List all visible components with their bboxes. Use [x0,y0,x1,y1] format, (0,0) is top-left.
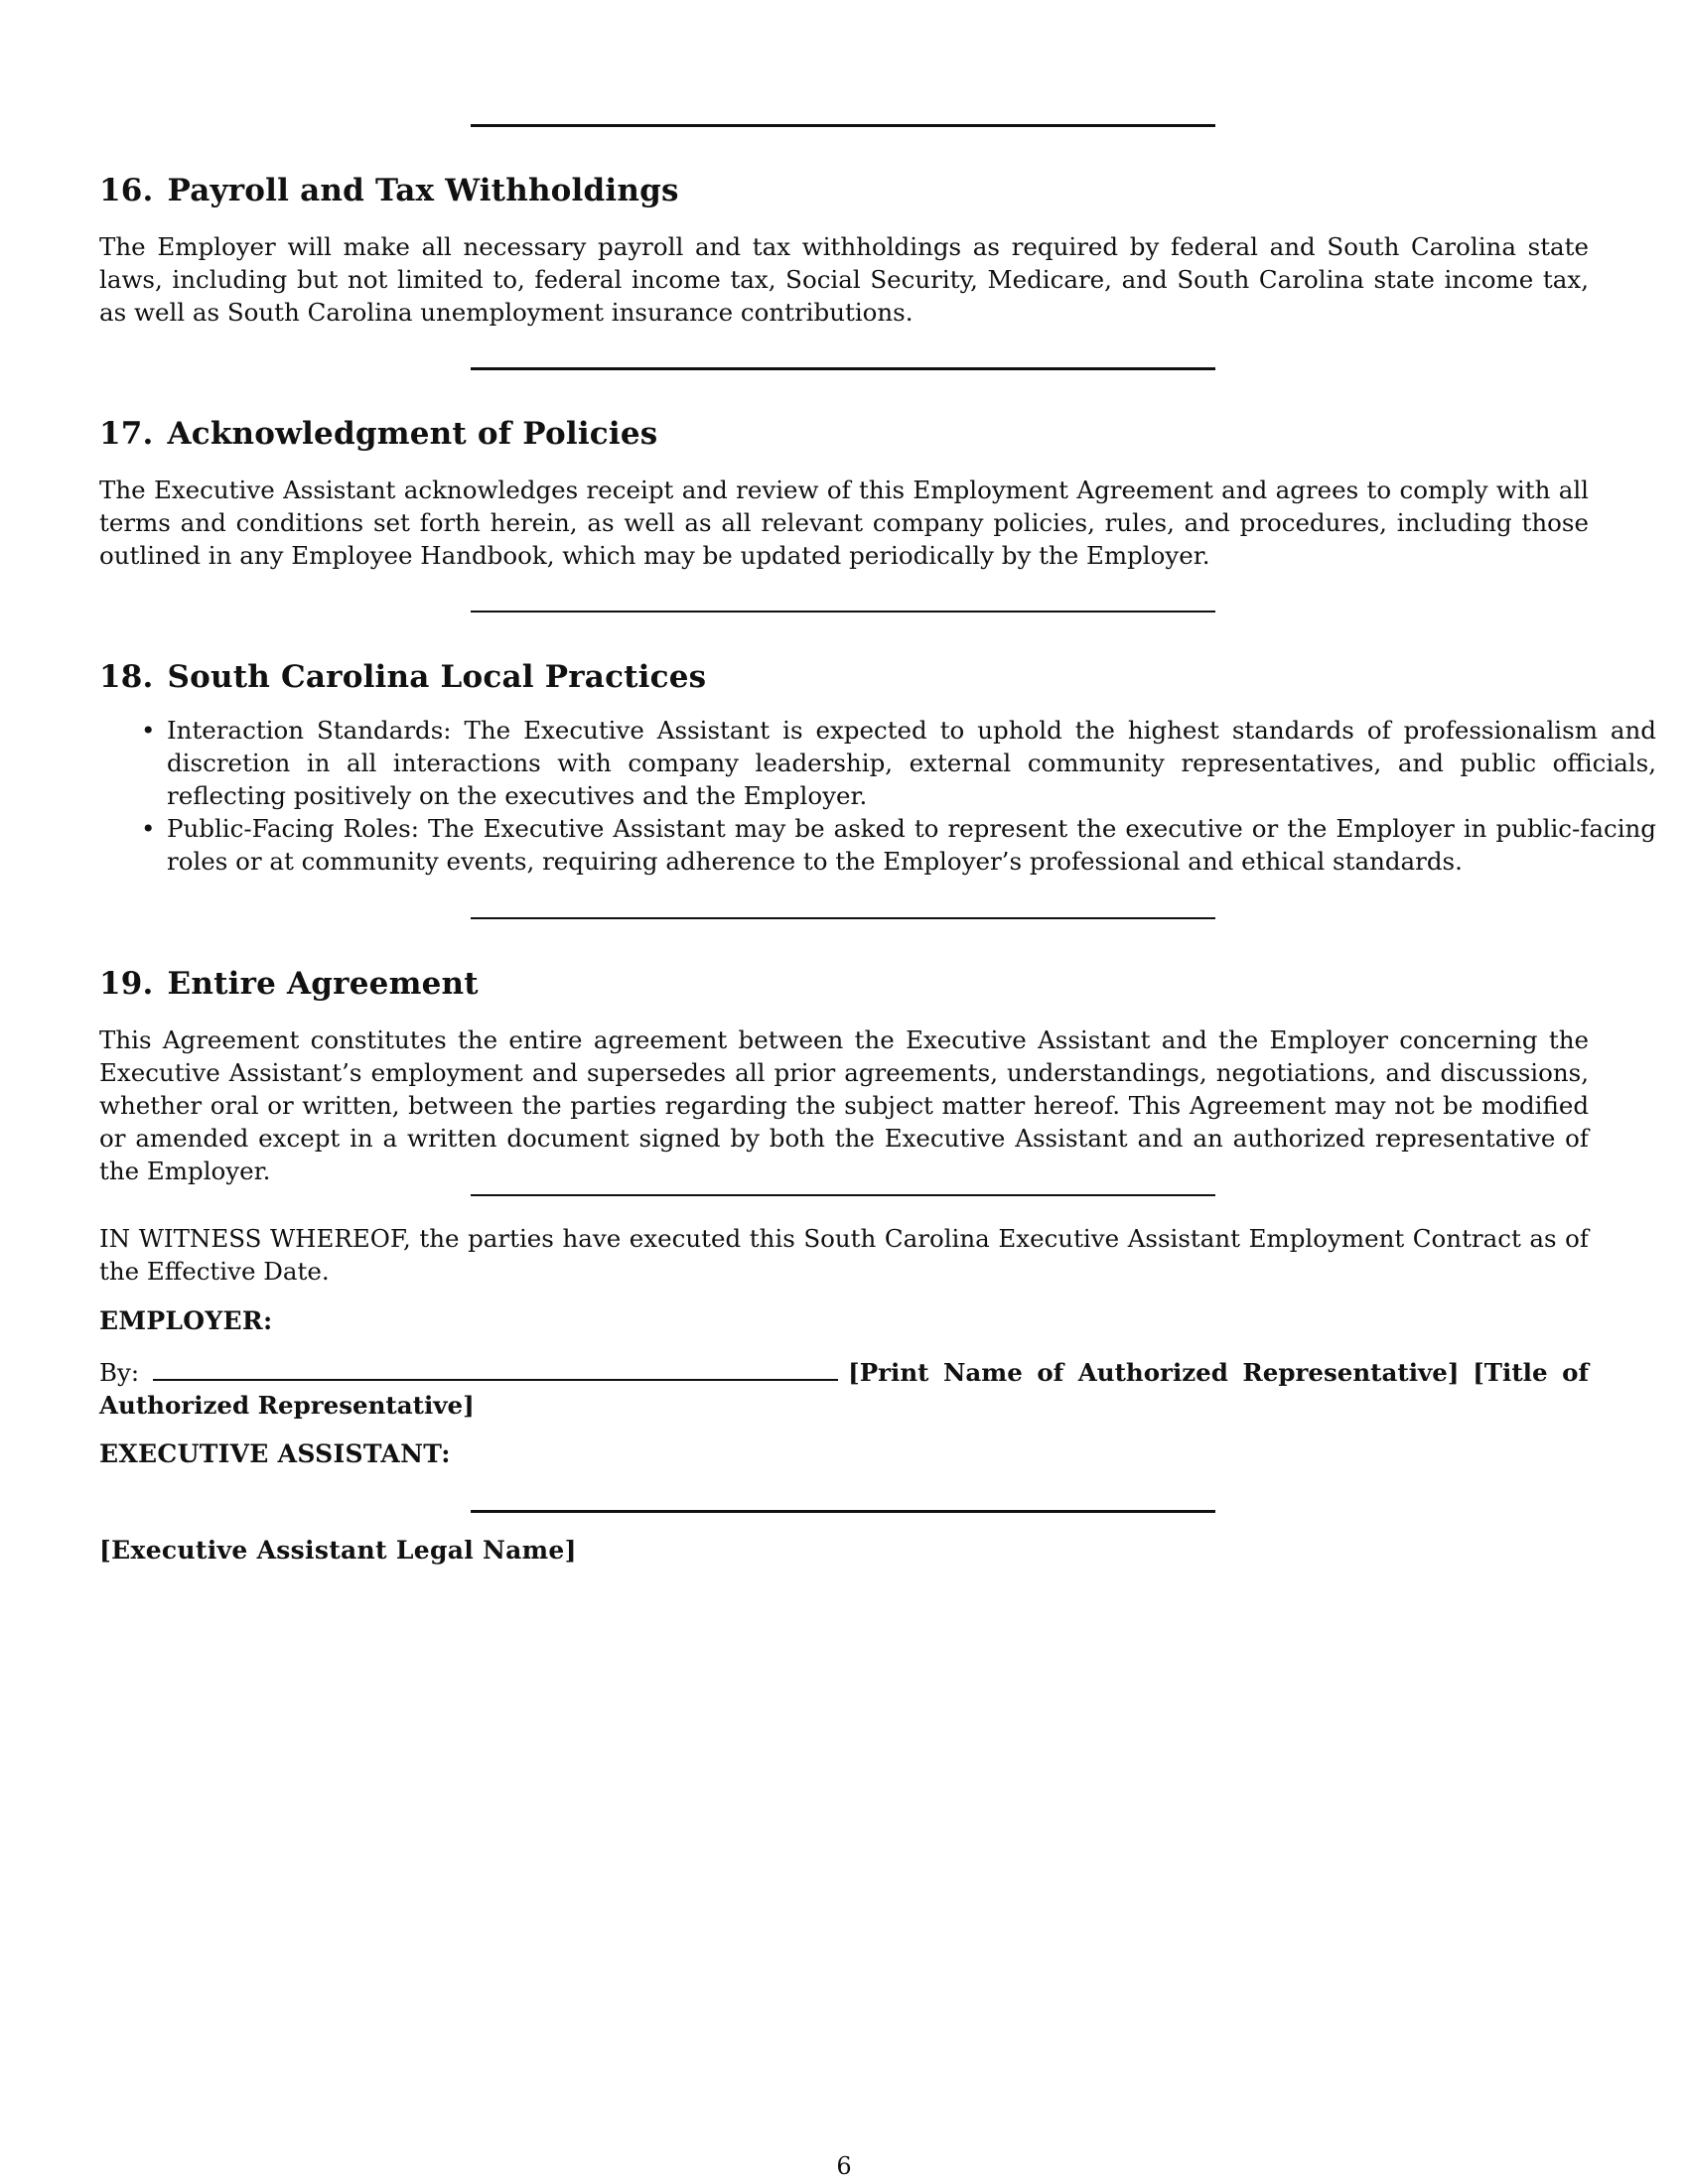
title-placeholder: [Title of Authorized Representative] [99,1358,1589,1420]
section-body-16: The Employer will make all necessary payroll and tax withholdings as required by federal and South Carolina state laws, including but not limited to, federal income tax, Social Security, Medicare, and South Carolina state income tax, as well as South Carolina unemployment insurance contributions. [99,232,1589,327]
employer-label: EMPLOYER: [99,1306,273,1335]
section-heading-19 [99,966,479,1002]
executive-legal-name-placeholder: [Executive Assistant Legal Name] [99,1536,577,1565]
section-divider [471,367,1215,370]
section-body-17: The Executive Assistant acknowledges receipt and review of this Employment Agreement and agrees to comply with all terms and conditions set forth herein, as well as all relevant company policies, rules, and procedures, including those outlined in any Employee Handbook, which may be updated periodically by the Employer. [99,476,1589,570]
section-divider [471,611,1215,613]
section-divider [471,1194,1215,1196]
witness-clause: IN WITNESS WHEREOF, the parties have executed this South Carolina Executive Assistant Employment Contract as of the Effective Date. [99,1224,1589,1286]
section-heading-16 [99,173,679,208]
section-title: Entire Agreement [167,966,479,1002]
section-heading-17 [99,416,657,452]
bullet-list [99,714,1656,878]
by-label: By: [99,1358,140,1387]
section-divider [471,917,1215,919]
section-number: 16. [99,173,154,208]
employer-signature-block [99,1356,1589,1422]
section-number: 18. [99,659,154,695]
list-item: • Interaction Standards: The Executive Assistant is expected to uphold the highest standards of professionalism and discretion in all interactions with company leadership, external community representatives, and public officials, reflecting positively on the executives and the Employer. [167,714,1656,812]
executive-signature-line[interactable] [471,1510,1215,1513]
section-title: Acknowledgment of Policies [167,416,658,452]
section-title: Payroll and Tax Withholdings [167,173,679,208]
employer-signature-line[interactable] [153,1357,838,1381]
section-number: 19. [99,966,154,1002]
section-divider [471,124,1215,127]
document-page [99,0,1656,2184]
section-title: South Carolina Local Practices [167,659,707,695]
print-name-placeholder: [Print Name of Authorized Representative] [848,1358,1460,1387]
section-body-19: This Agreement constitutes the entire agreement between the Executive Assistant and the Employer concerning the Executive Assistant’s employment and supersedes all prior agreements, understandings, negotiations, and discussions, whether oral or written, between the parties regarding the subject matter hereof. This Agreement may not be modified or amended except in a written document signed by both the Executive Assistant and an authorized representative of the Employer. [99,1025,1589,1185]
section-heading-18 [99,659,706,695]
section-number: 17. [99,416,154,452]
list-item: • Public-Facing Roles: The Executive Assistant may be asked to represent the executive or the Employer in public-facing roles or at community events, requiring adherence to the Employer’s professional and ethical standards. [167,812,1656,878]
page-number: 6 [836,2152,852,2180]
executive-assistant-label: EXECUTIVE ASSISTANT: [99,1439,451,1468]
